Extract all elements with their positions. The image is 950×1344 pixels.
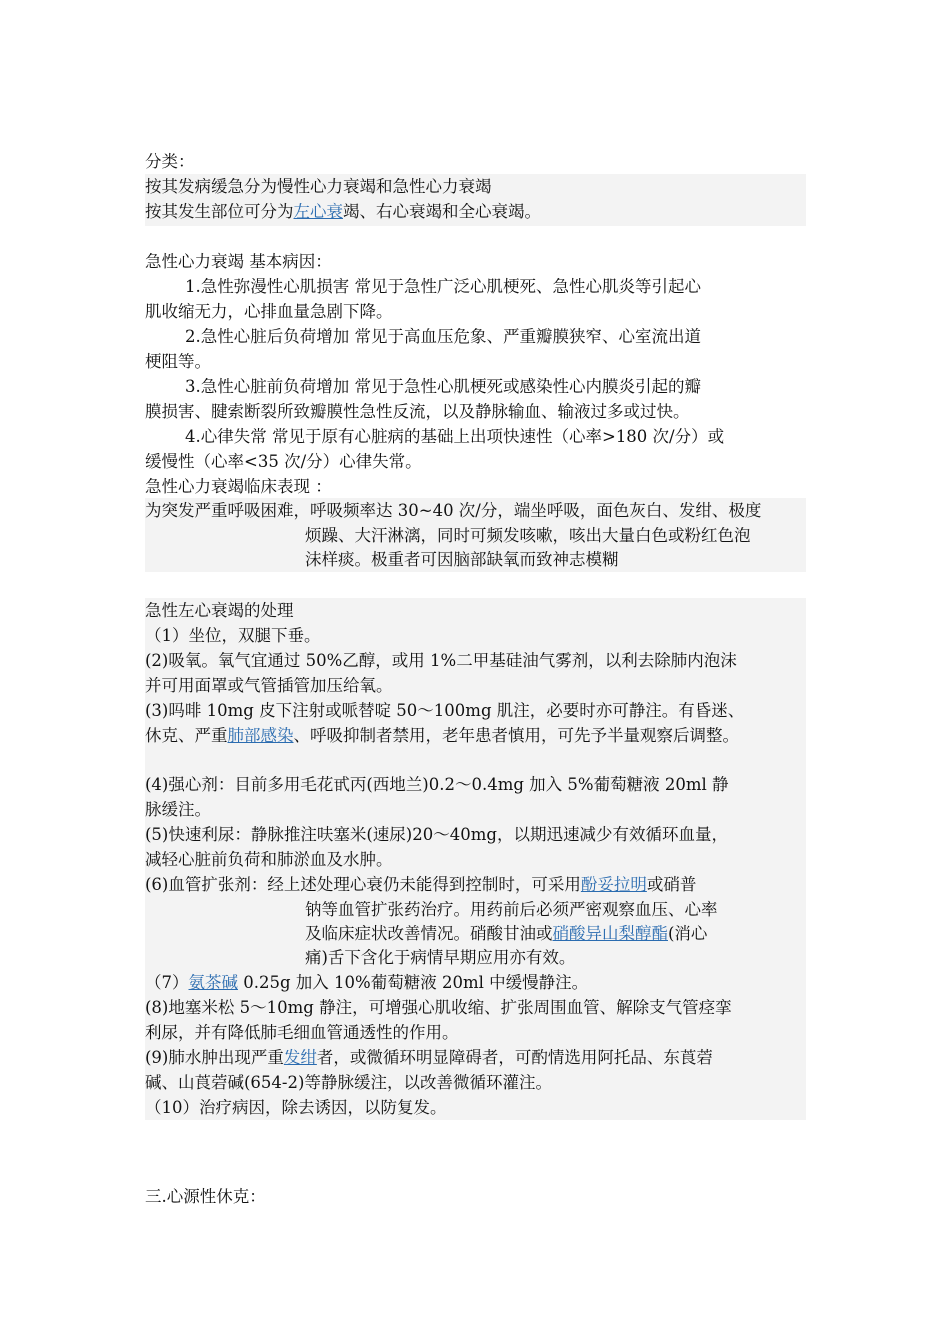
text-segment: 或硝普: [646, 875, 697, 894]
lung-infection-link[interactable]: 肺部感染: [227, 726, 294, 745]
text-segment: 休克、严重: [145, 726, 228, 745]
classification-heading: 分类：: [145, 152, 195, 171]
clinical-line-2: 烦躁、大汗淋漓，同时可频发咳嗽，咳出大量白色或粉红色泡: [305, 526, 751, 545]
treatment-9-line-1: [145, 1046, 713, 1070]
text-segment: 、呼吸抑制者禁用，老年患者慎用，可先予半量观察后调整。: [293, 726, 739, 745]
treatment-2-line-2: 并可用面罩或气管插管加压给氧。: [145, 676, 393, 695]
text-segment: (消心: [668, 924, 708, 943]
treatment-8-line-1: (8)地塞米松 5～10mg 静注，可增强心肌收缩、扩张周围血管、解除支气管痉挛: [145, 998, 732, 1017]
treatment-2-line-1: (2)吸氧。氧气宜通过 50%乙醇，或用 1%二甲基硅油气雾剂，以利去除肺内泡沫: [145, 651, 737, 670]
treatment-10: （10）治疗病因，除去诱因，以防复发。: [145, 1098, 447, 1117]
text-segment: （7）: [145, 973, 189, 992]
cause-3-line-2: 膜损害、腱索断裂所致瓣膜性急性反流，以及静脉输血、输液过多或过快。: [145, 402, 690, 421]
treatment-6-line-2: 钠等血管扩张药治疗。用药前后必须严密观察血压、心率: [305, 900, 718, 919]
treatment-8-line-2: 利尿，并有降低肺毛细血管通透性的作用。: [145, 1023, 459, 1042]
treatment-3-line-2: [145, 724, 739, 748]
cyanosis-link[interactable]: 发绀: [283, 1048, 317, 1067]
text-segment: 按其发生部位可分为: [145, 202, 294, 221]
text-segment: 及临床症状改善情况。硝酸甘油或: [305, 924, 553, 943]
treatment-6-line-1: [145, 873, 696, 897]
treatment-heading: 急性左心衰竭的处理: [145, 601, 294, 620]
treatment-4-line-1: (4)强心剂：目前多用毛花甙丙(西地兰)0.2～0.4mg 加入 5%葡萄糖液 20ml 静: [145, 775, 729, 794]
causes-heading: 急性心力衰竭 基本病因：: [145, 252, 332, 271]
text-segment: (6)血管扩张剂：经上述处理心衰仍未能得到控制时，可采用: [145, 875, 581, 894]
cause-3-line-1: 3.急性心脏前负荷增加 常见于急性心肌梗死或感染性心内膜炎引起的瓣: [185, 377, 701, 396]
isosorbide-dinitrate-link[interactable]: 硝酸异山梨醇酯: [552, 924, 668, 943]
treatment-5-line-1: (5)快速利尿：静脉推注呋塞米(速尿)20～40mg，以期迅速减少有效循环血量，: [145, 825, 728, 844]
text-segment: 竭、右心衰竭和全心衰竭。: [343, 202, 541, 221]
clinical-line-1: 为突发严重呼吸困难，呼吸频率达 30~40 次/分，端坐呼吸，面色灰白、发绀、极度: [145, 501, 762, 520]
left-heart-failure-link[interactable]: 左心衰: [293, 202, 343, 221]
cause-2-line-2: 梗阻等。: [145, 352, 211, 371]
cause-2-line-1: 2.急性心脏后负荷增加 常见于高血压危象、严重瓣膜狭窄、心室流出道: [185, 327, 701, 346]
aminophylline-link[interactable]: 氨茶碱: [188, 973, 238, 992]
treatment-9-line-2: 碱、山莨菪碱(654-2)等静脉缓注，以改善微循环灌注。: [145, 1073, 552, 1092]
treatment-6-line-3: [305, 922, 707, 946]
phentolamine-link[interactable]: 酚妥拉明: [580, 875, 647, 894]
treatment-7: [145, 971, 588, 995]
treatment-5-line-2: 减轻心脏前负荷和肺淤血及水肿。: [145, 850, 393, 869]
cause-1-line-2: 肌收缩无力，心排血量急剧下降。: [145, 302, 393, 321]
treatment-3-line-1: (3)吗啡 10mg 皮下注射或哌替啶 50～100mg 肌注，必要时亦可静注。有昏迷、: [145, 701, 745, 720]
clinical-heading: 急性心力衰竭临床表现 ：: [145, 477, 332, 496]
classification-line-1: 按其发病缓急分为慢性心力衰竭和急性心力衰竭: [145, 177, 492, 196]
text-segment: 者，或微循环明显障碍者，可酌情选用阿托品、东莨菪: [316, 1048, 713, 1067]
classification-line-2: [145, 200, 541, 224]
shock-heading: 三.心源性休克：: [145, 1187, 266, 1206]
treatment-6-line-4: 痛)舌下含化于病情早期应用亦有效。: [305, 948, 576, 967]
clinical-line-3: 沫样痰。极重者可因脑部缺氧而致神志模糊: [305, 550, 619, 569]
text-segment: 0.25g 加入 10%葡萄糖液 20ml 中缓慢静注。: [238, 973, 589, 992]
cause-1-line-1: 1.急性弥漫性心肌损害 常见于急性广泛心肌梗死、急性心肌炎等引起心: [185, 277, 701, 296]
cause-4-line-1: 4.心律失常 常见于原有心脏病的基础上出项快速性（心率>180 次/分）或: [185, 427, 725, 446]
treatment-1: （1）坐位，双腿下垂。: [145, 626, 321, 645]
cause-4-line-2: 缓慢性（心率<35 次/分）心律失常。: [145, 452, 422, 471]
treatment-4-line-2: 脉缓注。: [145, 800, 211, 819]
text-segment: (9)肺水肿出现严重: [145, 1048, 284, 1067]
